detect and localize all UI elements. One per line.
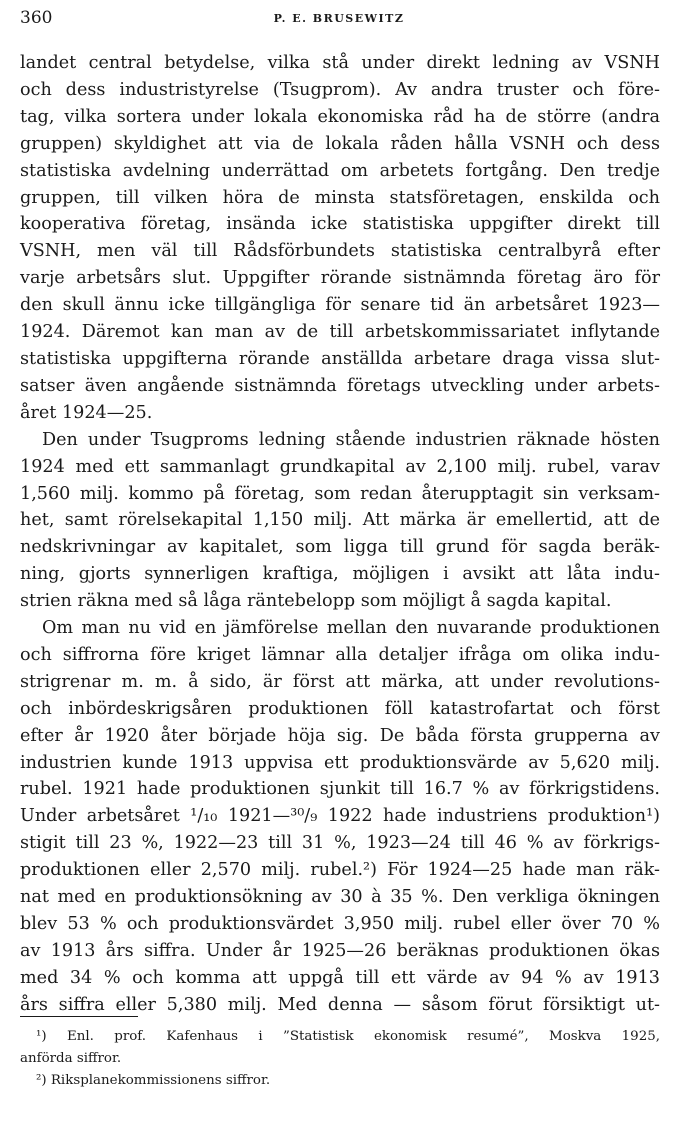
- body-line: 1924 med ett sammanlagt grundkapital av 2,100 milj. rubel, varav: [20, 456, 660, 477]
- body-line: och inbördeskrigsåren produktionen föll katastrofartat och först: [20, 698, 660, 719]
- body-line: varje arbetsårs slut. Uppgifter rörande sistnämnda företag äro för: [20, 268, 660, 289]
- body-line: av 1913 års siffra. Under år 1925—26 beräknas produktionen ökas: [20, 940, 660, 961]
- body-line: tag, vilka sortera under lokala ekonomiska råd ha de större (andra: [20, 106, 660, 127]
- body-line: året 1924—25.: [20, 402, 153, 423]
- body-line: blev 53 % och produktionsvärdet 3,950 milj. rubel eller över 70 %: [20, 914, 660, 934]
- body-line: och siffrorna före kriget lämnar alla detaljer ifråga om olika indu-: [20, 644, 660, 665]
- body-line: VSNH, men väl till Rådsförbundets statistiska centralbyrå efter: [20, 241, 660, 262]
- footnote-divider: [20, 1016, 138, 1017]
- body-line: satser även angående sistnämnda företags utveckling under arbets-: [20, 375, 660, 396]
- page-header: [20, 8, 658, 32]
- body-line: statistiska uppgifterna rörande anställda arbetare draga vissa slut-: [20, 348, 660, 369]
- body-line: och dess industristyrelse (Tsugprom). Av andra truster och före-: [20, 79, 660, 100]
- body-line: efter år 1920 åter började höja sig. De båda första grupperna av: [20, 725, 660, 746]
- body-text: [20, 50, 660, 1019]
- body-line: stigit till 23 %, 1922—23 till 31 %, 1923—24 till 46 % av förkrigs-: [20, 833, 660, 854]
- body-line: nat med en produktionsökning av 30 à 35 %. Den verkliga ökningen: [20, 887, 660, 908]
- page-number: 360: [20, 8, 53, 28]
- body-line: gruppen, till vilken höra de minsta statsföretagen, enskilda och: [20, 187, 660, 208]
- body-line: med 34 % och komma att uppgå till ett värde av 94 % av 1913: [20, 967, 660, 988]
- body-line: kooperativa företag, insända icke statistiska uppgifter direkt till: [20, 214, 660, 235]
- body-line: produktionen eller 2,570 milj. rubel.²) För 1924—25 hade man räk-: [20, 860, 660, 881]
- body-line: landet central betydelse, vilka stå under direkt ledning av VSNH: [20, 53, 660, 73]
- body-line: strigrenar m. m. å sido, är först att märka, att under revolutions-: [20, 671, 660, 692]
- body-line: års siffra eller 5,380 milj. Med denna — såsom förut försiktigt ut-: [20, 994, 660, 1015]
- body-line: rubel. 1921 hade produktionen sjunkit till 16.7 % av förkrigstidens.: [20, 779, 660, 800]
- body-line: gruppen) skyldighet att via de lokala råden hålla VSNH och dess: [20, 133, 660, 154]
- running-head: P. E. BRUSEWITZ: [273, 12, 405, 25]
- body-line: 1924. Däremot kan man av de till arbetskommissariatet inflytande: [20, 322, 660, 343]
- body-line: statistiska avdelning underrättad om arbetets fortgång. Den tredje: [20, 160, 660, 181]
- footnote-line: ¹) Enl. prof. Kafenhaus i ”Statistisk ekonomisk resumé”, Moskva 1925,: [36, 1029, 660, 1044]
- body-line: Om man nu vid en jämförelse mellan den nuvarande produktionen: [42, 618, 660, 639]
- body-line: ning, gjorts synnerligen kraftiga, möjligen i avsikt att låta indu-: [20, 564, 660, 585]
- body-line: het, samt rörelsekapital 1,150 milj. Att märka är emellertid, att de: [20, 510, 660, 531]
- body-line: industrien kunde 1913 uppvisa ett produktionsvärde av 5,620 milj.: [20, 752, 660, 773]
- body-line: Under arbetsåret ¹/₁₀ 1921—³⁰/₉ 1922 hade industriens produktion¹): [20, 806, 660, 827]
- footnote-line: ²) Riksplanekommissionens siffror.: [36, 1073, 271, 1088]
- footnotes: [20, 1026, 660, 1092]
- body-line: nedskrivningar av kapitalet, som ligga till grund för sagda beräk-: [20, 537, 660, 558]
- body-line: Den under Tsugproms ledning stående industrien räknade hösten: [42, 429, 660, 450]
- body-line: 1,560 milj. kommo på företag, som redan återupptagit sin verksam-: [20, 483, 660, 504]
- body-line: strien räkna med så låga räntebelopp som möjligt å sagda kapital.: [20, 591, 612, 612]
- footnote-line: anförda siffror.: [20, 1051, 122, 1066]
- body-line: den skull ännu icke tillgängliga för senare tid än arbetsåret 1923—: [20, 295, 660, 316]
